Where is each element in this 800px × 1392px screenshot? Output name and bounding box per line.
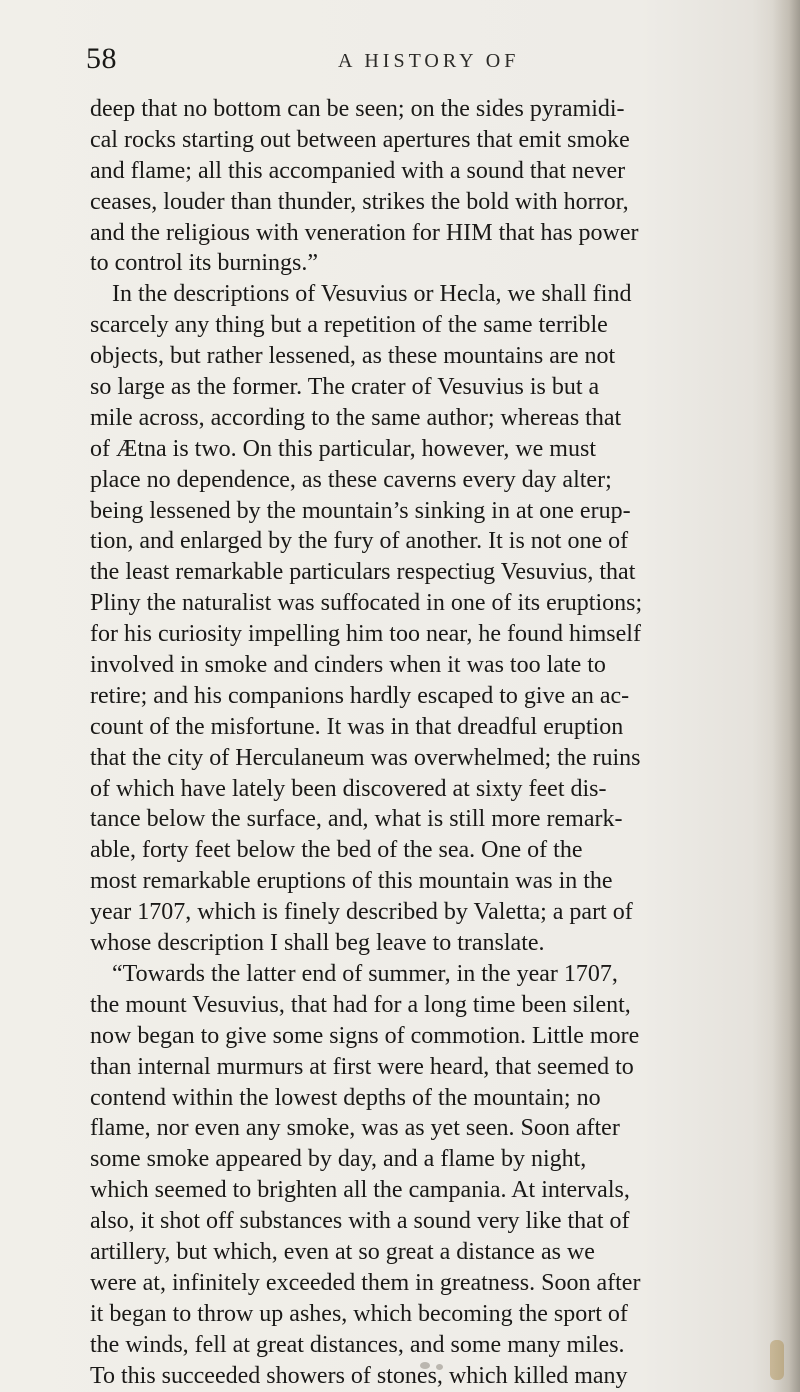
text-line: objects, but rather lessened, as these mountains are not xyxy=(90,343,616,370)
text-line: retire; and his companions hardly escaped to give an ac- xyxy=(90,682,630,709)
text-line: for his curiosity impelling him too near, he found himself xyxy=(90,621,641,648)
text-line: tion, and enlarged by the fury of another. It is not one of xyxy=(90,528,629,555)
text-line: mile across, according to the same author; whereas that xyxy=(90,404,622,431)
text-line: which seemed to brighten all the campania. At intervals, xyxy=(90,1177,630,1204)
text-line: year 1707, which is finely described by Valetta; a part of xyxy=(90,899,633,926)
text-line: it began to throw up ashes, which becoming the sport of xyxy=(90,1300,628,1327)
text-line: Pliny the naturalist was suffocated in one of its eruptions; xyxy=(90,590,643,617)
ink-speck xyxy=(436,1364,443,1370)
text-line: and flame; all this accompanied with a sound that never xyxy=(90,157,626,184)
text-line: some smoke appeared by day, and a flame by night, xyxy=(90,1146,587,1173)
text-line: the least remarkable particulars respectiug Vesuvius, that xyxy=(90,559,636,586)
text-line: and the religious with veneration for HIM that has power xyxy=(90,219,639,246)
text-line: To this succeeded showers of stones, which killed many xyxy=(90,1362,628,1389)
text-line: so large as the former. The crater of Vesuvius is but a xyxy=(90,374,600,401)
text-line: also, it shot off substances with a sound very like that of xyxy=(90,1208,630,1235)
text-line: than internal murmurs at first were heard, that seemed to xyxy=(90,1053,634,1080)
text-line: “Towards the latter end of summer, in the year 1707, xyxy=(112,960,618,987)
text-line: being lessened by the mountain’s sinking in at one erup- xyxy=(90,497,631,524)
text-line: place no dependence, as these caverns every day alter; xyxy=(90,466,612,493)
text-line: most remarkable eruptions of this mountain was in the xyxy=(90,868,613,895)
text-line: artillery, but which, even at so great a distance as we xyxy=(90,1238,595,1265)
text-line: deep that no bottom can be seen; on the sides pyramidi- xyxy=(90,96,625,122)
text-line: now began to give some signs of commotion. Little more xyxy=(90,1022,640,1049)
text-line: involved in smoke and cinders when it was too late to xyxy=(90,652,606,679)
text-line: to control its burnings.” xyxy=(90,250,318,277)
body-text xyxy=(90,94,770,1391)
text-line: count of the misfortune. It was in that dreadful eruption xyxy=(90,713,624,740)
text-line: flame, nor even any smoke, was as yet seen. Soon after xyxy=(90,1115,620,1142)
text-line: of which have lately been discovered at sixty feet dis- xyxy=(90,775,607,802)
text-line: tance below the surface, and, what is still more remark- xyxy=(90,806,623,833)
page-edge-shadow xyxy=(772,0,800,1392)
page-stain xyxy=(770,1340,784,1380)
text-line: the winds, fell at great distances, and some many miles. xyxy=(90,1331,625,1358)
text-line: able, forty feet below the bed of the sea. One of the xyxy=(90,837,583,864)
text-line: that the city of Herculaneum was overwhelmed; the ruins xyxy=(90,744,641,771)
text-line: whose description I shall beg leave to translate. xyxy=(90,930,545,957)
text-line: the mount Vesuvius, that had for a long time been silent, xyxy=(90,991,631,1018)
text-line: cal rocks starting out between apertures that emit smoke xyxy=(90,126,630,153)
text-line: of Ætna is two. On this particular, however, we must xyxy=(90,435,596,462)
text-line: contend within the lowest depths of the mountain; no xyxy=(90,1084,601,1111)
text-line: scarcely any thing but a repetition of the same terrible xyxy=(90,312,608,339)
text-line: In the descriptions of Vesuvius or Hecla, we shall find xyxy=(112,281,632,308)
page-number: 58 xyxy=(86,42,117,75)
text-line: ceases, louder than thunder, strikes the bold with horror, xyxy=(90,188,629,215)
ink-speck xyxy=(420,1362,430,1369)
running-head: A HISTORY OF xyxy=(338,50,520,72)
text-line: were at, infinitely exceeded them in greatness. Soon after xyxy=(90,1269,641,1296)
